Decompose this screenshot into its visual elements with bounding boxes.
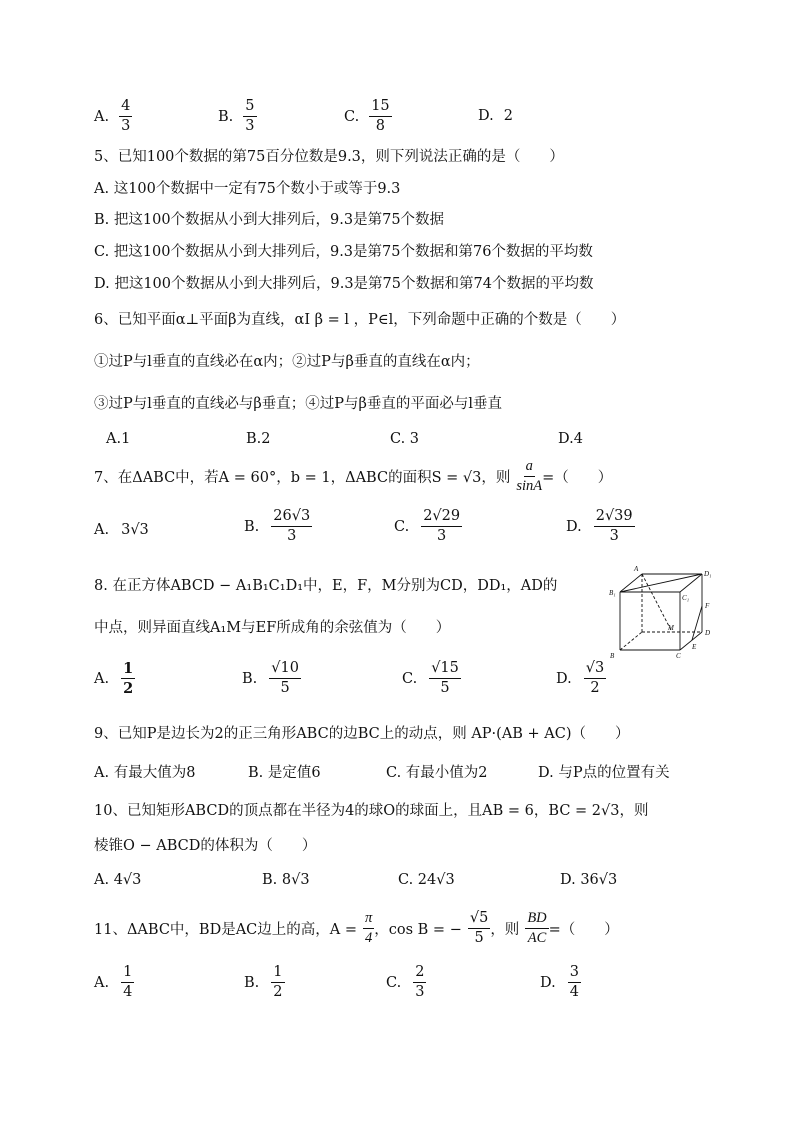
q5-stem: 5、已知100个数据的第75百分位数是9.3，则下列说法正确的是（ ） xyxy=(94,149,564,165)
fraction: $\frac{5}{3}$ xyxy=(245,98,255,134)
label-B1: B₁ xyxy=(609,589,616,597)
q4-option-a: A. $\frac{4}{3}$ xyxy=(94,98,131,134)
q6-option-d: D.4 xyxy=(558,431,583,447)
q6-statement-line-2: ③过P与l垂直的直线必与β垂直；④过P与β垂直的平面必与l垂直 xyxy=(94,396,503,412)
q10-option-d: D. 36√3 xyxy=(560,872,618,888)
label-D: D xyxy=(705,629,711,637)
q9-option-a: A. 有最大值为8 xyxy=(94,765,196,781)
q8-option-c: C. $\frac{√15}{5}$ xyxy=(402,660,459,696)
label-F: F xyxy=(705,602,710,610)
q7-option-b: B. $\frac{26√3}{3}$ xyxy=(244,508,311,544)
q7-option-c: C. $\frac{2√29}{3}$ xyxy=(394,508,461,544)
label-C1: C₁ xyxy=(682,594,690,602)
q8-option-b: B. $\frac{√10}{5}$ xyxy=(242,660,299,696)
label-C: C xyxy=(676,652,681,660)
fraction: $\frac{a}{\sin A}$ xyxy=(516,458,543,494)
label-A: A xyxy=(634,565,639,573)
label-B: B xyxy=(610,652,615,660)
q5-option-c: C. 把这100个数据从小到大排列后，9.3是第75个数据和第76个数据的平均数 xyxy=(94,244,593,260)
q8-option-d: D. $\frac{√3}{2}$ xyxy=(556,660,605,696)
q7-option-a: A. 3√3 xyxy=(94,522,149,538)
q8-stem-line-2: 中点，则异面直线A₁M与EF所成角的余弦值为（ ） xyxy=(94,620,451,636)
q11-stem: 11、ΔABC中，BD是AC边上的高，A = $\frac{\pi}{4}$ ，cos B = − $\frac{√5}{5}$ ，则 $\frac{BD}{AC}$ =（ ） xyxy=(94,910,619,946)
q10-stem-line-1: 10、已知矩形ABCD的顶点都在半径为4的球O的球面上，且AB = 6，BC = 2√3，则 xyxy=(94,803,649,819)
label-E: E xyxy=(692,643,697,651)
q9-option-b: B. 是定值6 xyxy=(248,765,321,781)
fraction: $\frac{15}{8}$ xyxy=(371,98,390,134)
q10-option-a: A. 4√3 xyxy=(94,872,142,888)
q6-statement-line-1: ①过P与l垂直的直线必在α内；②过P与β垂直的直线在α内； xyxy=(94,354,480,370)
q9-option-c: C. 有最小值为2 xyxy=(386,765,488,781)
q9-stem: 9、已知P是边长为2的正三角形ABC的边BC上的动点，则 AP·(AB + AC)（ ） xyxy=(94,726,630,742)
label-D1: D₁ xyxy=(704,570,712,578)
q10-option-b: B. 8√3 xyxy=(262,872,310,888)
q10-stem-line-2: 棱锥O − ABCD的体积为（ ） xyxy=(94,838,317,854)
label-M: M xyxy=(668,624,674,632)
cube-figure xyxy=(608,562,718,664)
q11-option-b: B. $\frac{1}{2}$ xyxy=(244,964,283,1000)
q4-option-b: B. $\frac{5}{3}$ xyxy=(218,98,255,134)
q5-option-d: D. 把这100个数据从小到大排列后，9.3是第75个数据和第74个数据的平均数 xyxy=(94,276,594,292)
q6-option-c: C. 3 xyxy=(390,431,420,447)
q6-option-b: B.2 xyxy=(246,431,271,447)
q8-stem-line-1: 8. 在正方体ABCD − A₁B₁C₁D₁中，E，F，M分别为CD，DD₁，AD的 xyxy=(94,578,558,594)
q11-option-c: C. $\frac{2}{3}$ xyxy=(386,964,425,1000)
fraction: $\frac{4}{3}$ xyxy=(121,98,131,134)
q10-option-c: C. 24√3 xyxy=(398,872,455,888)
q5-option-a: A. 这100个数据中一定有75个数小于或等于9.3 xyxy=(94,181,401,197)
q7-stem: 7、在ΔABC中，若A = 60°，b = 1，ΔABC的面积S = √3，则 $\frac{a}{\sin A}$ =（ ） xyxy=(94,458,613,494)
q4-option-c: C. $\frac{15}{8}$ xyxy=(344,98,390,134)
q4-option-d: D. 2 xyxy=(478,108,513,124)
q11-option-a: A. $\frac{1}{4}$ xyxy=(94,964,133,1000)
q6-stem: 6、已知平面α⊥平面β为直线，αⅠ β = l ，P∈l，下列命题中正确的个数是（ ） xyxy=(94,312,626,328)
q5-option-b: B. 把这100个数据从小到大排列后，9.3是第75个数据 xyxy=(94,212,445,228)
q11-option-d: D. $\frac{3}{4}$ xyxy=(540,964,579,1000)
q6-option-a: A.1 xyxy=(106,431,131,447)
q9-option-d: D. 与P点的位置有关 xyxy=(538,765,670,781)
q8-option-a: A. $\frac{1}{2}$ xyxy=(94,660,134,697)
q7-option-d: D. $\frac{2√39}{3}$ xyxy=(566,508,633,544)
